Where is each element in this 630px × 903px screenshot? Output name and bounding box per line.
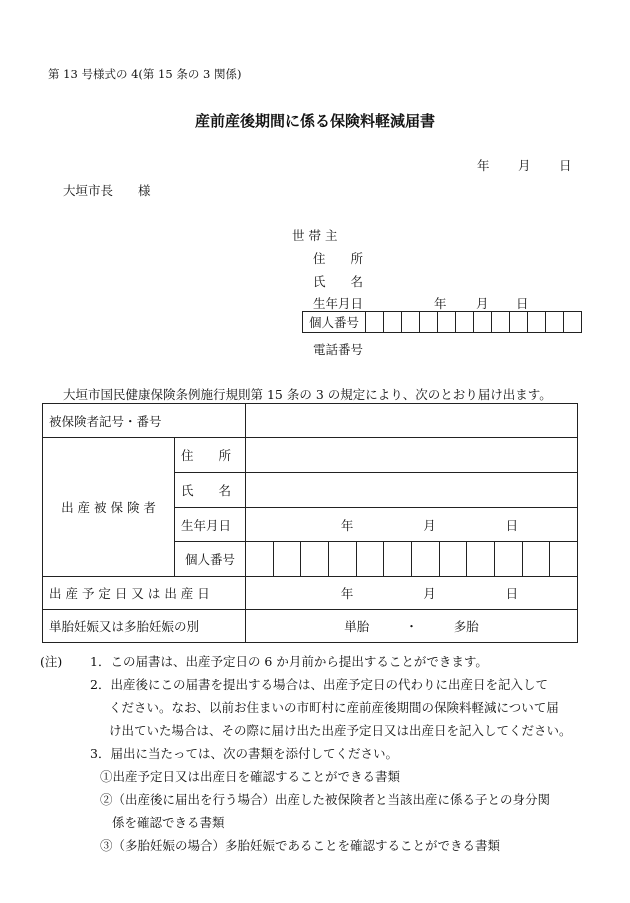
birth-day-label: 日 — [505, 517, 519, 533]
head-address-label: 住 所 — [313, 251, 364, 266]
separator-dot: ・ — [405, 619, 418, 634]
digit-box[interactable] — [467, 542, 495, 576]
head-name-label: 氏 名 — [313, 274, 364, 289]
digit-box[interactable] — [402, 312, 420, 332]
multiple-option[interactable]: 多胎 — [453, 619, 479, 634]
birth-month-label: 月 — [423, 517, 436, 533]
digit-box[interactable] — [384, 312, 402, 332]
head-my-number-field[interactable] — [302, 311, 582, 333]
date-day-label: 日 — [559, 158, 572, 173]
note-2-line-1: 2．出産後にこの届書を提出する場合は、出産予定日の代わりに出産日を記入して — [90, 677, 548, 692]
due-month-label: 月 — [423, 586, 436, 601]
digit-box[interactable] — [329, 542, 357, 576]
due-day-label: 日 — [505, 586, 519, 601]
digit-box[interactable] — [550, 542, 577, 576]
date-year-label: 年 — [477, 158, 490, 173]
digit-box[interactable] — [274, 542, 302, 576]
birth-year-label: 年 — [340, 517, 354, 533]
digit-box[interactable] — [366, 312, 384, 332]
digit-box[interactable] — [357, 542, 385, 576]
due-date-label: 出 産 予 定 日 又 は 出 産 日 — [43, 577, 246, 610]
digit-box[interactable] — [510, 312, 528, 332]
intro-statement: 大垣市国民健康保険条例施行規則第 15 条の 3 の規定により、次のとおり届け出ます。 — [63, 387, 552, 402]
digit-box[interactable] — [546, 312, 564, 332]
head-birth-day: 日 — [516, 296, 529, 311]
pregnancy-type-field[interactable] — [246, 610, 578, 643]
insured-address-label: 住 所 — [175, 438, 246, 473]
digit-box[interactable] — [438, 312, 456, 332]
head-birth-date-label: 生年月日 — [313, 296, 364, 311]
insured-my-number-label: 個人番号 — [175, 542, 246, 577]
digit-box[interactable] — [420, 312, 438, 332]
head-of-household-label: 世 帯 主 — [292, 228, 338, 243]
insured-person-label: 出 産 被 保 険 者 — [43, 438, 175, 577]
head-birth-month: 月 — [476, 296, 489, 311]
insured-birth-date-label: 生年月日 — [175, 508, 246, 542]
digit-box[interactable] — [528, 312, 546, 332]
digit-box[interactable] — [564, 312, 581, 332]
insured-name-label: 氏 名 — [175, 473, 246, 508]
insured-name-field[interactable] — [246, 473, 578, 508]
head-birth-year: 年 — [434, 296, 447, 311]
insured-birth-date-field[interactable] — [246, 508, 578, 542]
document-1: ①出産予定日又は出産日を確認することができる書類 — [100, 769, 401, 784]
digit-box[interactable] — [384, 542, 412, 576]
note-2-line-3: け出ていた場合は、その際に届け出た出産予定日又は出産日を記入してください。 — [109, 723, 572, 738]
pregnancy-type-label: 単胎妊娠又は多胎妊娠の別 — [43, 610, 246, 643]
document-3: ③（多胎妊娠の場合）多胎妊娠であることを確認することができる書類 — [100, 838, 501, 853]
insured-info-table — [42, 403, 578, 643]
digit-box[interactable] — [301, 542, 329, 576]
date-month-label: 月 — [518, 158, 531, 173]
digit-box[interactable] — [440, 542, 468, 576]
digit-box[interactable] — [456, 312, 474, 332]
document-2-line-1: ②（出産後に届出を行う場合）出産した被保険者と当該出産に係る子との身分関 — [100, 792, 551, 807]
addressee: 大垣市長 様 — [63, 183, 151, 198]
digit-box[interactable] — [523, 542, 551, 576]
notes-section — [40, 650, 600, 857]
digit-box[interactable] — [474, 312, 492, 332]
due-date-field[interactable] — [246, 577, 578, 610]
single-option[interactable]: 単胎 — [344, 619, 370, 634]
note-2-line-2: ください。なお、以前お住まいの市町村に産前産後期間の保険料軽減について届 — [109, 700, 559, 715]
form-title: 産前産後期間に係る保険料軽減届書 — [194, 112, 435, 130]
note-3: 3．届出に当たっては、次の書類を添付してください。 — [90, 746, 398, 761]
due-year-label: 年 — [340, 586, 354, 601]
digit-box[interactable] — [495, 542, 523, 576]
note-1: 1．この届書は、出産予定日の 6 か月前から提出することができます。 — [90, 654, 488, 669]
digit-box[interactable] — [246, 542, 274, 576]
notes-prefix: (注) — [40, 654, 63, 669]
head-phone-label: 電話番号 — [313, 342, 364, 357]
form-number: 第 13 号様式の 4(第 15 条の 3 関係) — [48, 67, 242, 81]
insured-number-field[interactable] — [246, 404, 578, 438]
insured-number-label: 被保険者記号・番号 — [43, 404, 246, 438]
head-my-number-label: 個人番号 — [303, 312, 366, 332]
insured-my-number-field[interactable] — [246, 542, 578, 577]
digit-box[interactable] — [492, 312, 510, 332]
digit-box[interactable] — [412, 542, 440, 576]
insured-address-field[interactable] — [246, 438, 578, 473]
document-2-line-2: 係を確認できる書類 — [112, 815, 225, 830]
